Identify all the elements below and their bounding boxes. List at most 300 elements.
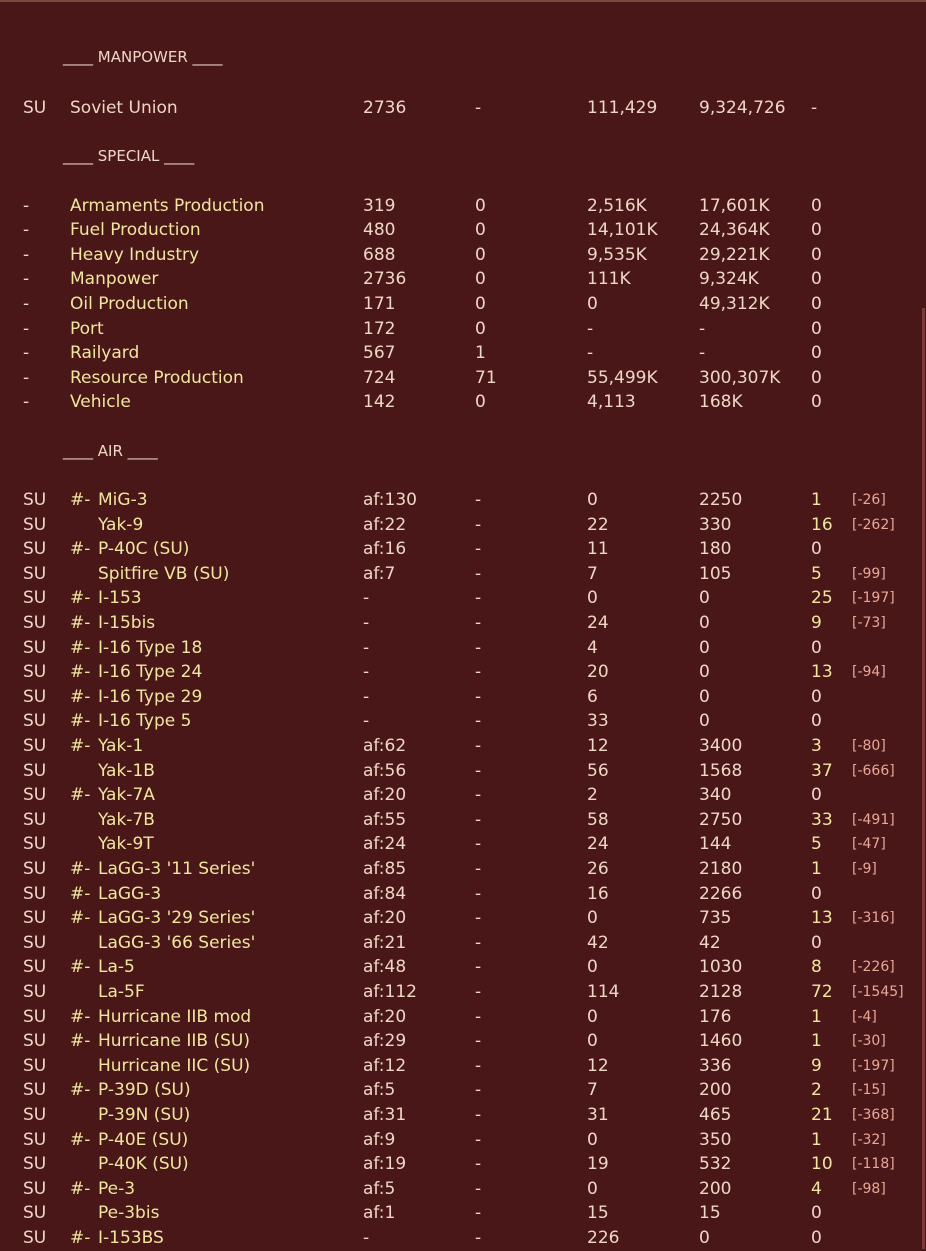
air-unit-row [0, 488, 926, 513]
air-unit-row [0, 808, 926, 833]
col-b: - [475, 760, 482, 781]
aircraft-name: P-39D (SU) [98, 1080, 191, 1101]
row-code: - [23, 367, 30, 388]
aircraft-name: Yak-1 [98, 736, 144, 756]
row-code: SU [23, 1080, 47, 1101]
col-d: 105 [699, 563, 732, 584]
col-b: 71 [475, 367, 497, 388]
section-title: ____ MANPOWER ____ [63, 48, 223, 66]
col-f: [-368] [852, 1107, 895, 1123]
row-code: SU [23, 1203, 47, 1224]
air-unit-row [0, 513, 926, 538]
row-prefix: #- [70, 1129, 91, 1150]
row-prefix: #- [70, 785, 91, 806]
col-d: 1568 [699, 760, 743, 781]
col-d: 17,601K [699, 195, 770, 216]
col-b: - [475, 563, 482, 584]
col-b: 0 [475, 244, 486, 265]
col-b: 0 [475, 293, 486, 314]
air-unit-row [0, 1078, 926, 1103]
col-c: 0 [587, 490, 598, 510]
air-unit-row [0, 931, 926, 956]
col-b: - [475, 1154, 482, 1175]
row-code: SU [23, 1178, 47, 1199]
row-code: - [23, 293, 30, 314]
col-d: - [699, 318, 706, 339]
col-c: 2 [587, 785, 598, 806]
col-b: - [475, 883, 482, 904]
row-prefix: #- [70, 539, 91, 560]
col-a: af:20 [363, 908, 407, 929]
row-code: SU [23, 982, 47, 1002]
col-e: 0 [811, 343, 822, 364]
col-d: 465 [699, 1105, 732, 1125]
col-e: 4 [811, 1178, 822, 1199]
top-border [0, 0, 926, 2]
col-c: 2,516K [587, 195, 647, 216]
special-row [0, 390, 926, 415]
section-title: ____ SPECIAL ____ [63, 146, 195, 165]
row-prefix: #- [70, 1006, 91, 1027]
col-d: 15 [699, 1203, 721, 1224]
col-a: af:22 [363, 514, 407, 535]
col-a: af:84 [363, 883, 407, 904]
col-d: 340 [699, 785, 732, 806]
col-b: - [475, 859, 482, 879]
row-code: SU [23, 957, 47, 978]
col-c: 15 [587, 1203, 609, 1224]
col-f: [-73] [852, 615, 886, 631]
col-a: af:5 [363, 1178, 396, 1199]
aircraft-name: Hurricane IIB mod [98, 1006, 252, 1027]
air-unit-row [0, 906, 926, 931]
col-c: 0 [587, 957, 598, 978]
col-a: af:16 [363, 539, 407, 560]
row-prefix: #- [70, 1178, 91, 1199]
col-c: 114 [587, 982, 620, 1002]
col-e: 8 [811, 957, 822, 978]
aircraft-name: MiG-3 [98, 490, 148, 510]
col-e: 0 [811, 711, 822, 732]
col-e: 0 [811, 195, 822, 216]
col-f: [-197] [852, 590, 895, 607]
col-b: - [475, 1129, 482, 1150]
col-a: - [363, 711, 370, 732]
col-e: 33 [811, 809, 833, 830]
col-e: 0 [811, 367, 822, 388]
col-e: 0 [811, 883, 822, 904]
col-f: [-118] [852, 1156, 895, 1173]
row-code: SU [23, 1006, 47, 1027]
aircraft-name: Pe-3bis [98, 1203, 160, 1224]
special-row [0, 194, 926, 219]
col-b: - [475, 785, 482, 806]
col-d: 0 [699, 613, 710, 633]
col-e: 1 [811, 859, 822, 879]
row-prefix: #- [70, 1228, 91, 1248]
col-e: 0 [811, 1203, 822, 1224]
col-c: 0 [587, 1129, 598, 1150]
aircraft-name: I-153BS [98, 1228, 164, 1248]
row-code: SU [23, 588, 47, 609]
air-unit-row [0, 685, 926, 710]
col-e: 21 [811, 1105, 833, 1125]
col-f: [-30] [852, 1033, 886, 1050]
col-d: 336 [699, 1055, 732, 1076]
row-prefix: #- [70, 613, 91, 633]
col-a: af:24 [363, 834, 407, 855]
col-c: 4 [587, 637, 598, 658]
col-e: 2 [811, 1080, 822, 1101]
col-f: [-47] [852, 836, 886, 853]
col-a: af:9 [363, 1129, 396, 1150]
col-e: 1 [811, 490, 822, 510]
col-c: 111,429 [587, 97, 658, 118]
air-unit-row [0, 955, 926, 980]
col-d: 200 [699, 1178, 732, 1199]
col-a: - [363, 686, 370, 707]
col-a: - [363, 637, 370, 658]
col-d: 350 [699, 1129, 732, 1150]
col-b: - [475, 637, 482, 658]
air-unit-row [0, 882, 926, 907]
row-code: SU [23, 539, 47, 560]
col-c: 55,499K [587, 367, 658, 388]
row-code: SU [23, 883, 47, 904]
col-b: - [475, 613, 482, 633]
aircraft-name: I-16 Type 29 [98, 686, 203, 707]
section-title: ____ AIR ____ [63, 441, 158, 460]
col-f: [-32] [852, 1131, 886, 1148]
col-d: 2750 [699, 809, 743, 830]
col-b: - [475, 834, 482, 855]
col-e: 5 [811, 563, 822, 584]
special-row [0, 267, 926, 292]
col-e: 13 [811, 662, 833, 683]
col-f: [-262] [852, 516, 895, 533]
col-d: 2250 [699, 490, 743, 510]
col-e: 0 [811, 785, 822, 806]
row-prefix: #- [70, 588, 91, 609]
col-c: 58 [587, 809, 609, 830]
row-prefix: #- [70, 736, 91, 756]
col-d: 0 [699, 662, 710, 683]
air-unit-row [0, 660, 926, 685]
air-unit-row [0, 1054, 926, 1079]
row-code: SU [23, 613, 47, 633]
col-b: 0 [475, 392, 486, 413]
col-e: 3 [811, 736, 822, 756]
col-e: 0 [811, 932, 822, 953]
air-unit-row [0, 1103, 926, 1128]
col-b: - [475, 686, 482, 707]
row-prefix: #- [70, 1031, 91, 1052]
aircraft-name: LaGG-3 '29 Series' [98, 908, 256, 929]
col-a: af:1 [363, 1203, 396, 1224]
row-prefix: #- [70, 883, 91, 904]
col-a: 688 [363, 244, 396, 265]
col-c: 6 [587, 686, 598, 707]
target-name: Armaments Production [70, 195, 265, 216]
col-d: 176 [699, 1006, 732, 1027]
row-code: SU [23, 514, 47, 535]
aircraft-name: Hurricane IIB (SU) [98, 1031, 250, 1052]
row-code: SU [23, 1129, 47, 1150]
row-prefix: #- [70, 859, 91, 879]
air-unit-row [0, 1128, 926, 1153]
col-f: [-666] [852, 762, 895, 779]
air-unit-row [0, 783, 926, 808]
col-f: [-15] [852, 1082, 886, 1099]
aircraft-name: LaGG-3 [98, 883, 162, 904]
col-f: [-316] [852, 910, 895, 927]
row-prefix: #- [70, 490, 91, 510]
col-b: 0 [475, 318, 486, 339]
col-e: 13 [811, 908, 833, 929]
row-code: - [23, 343, 30, 364]
col-d: 49,312K [699, 293, 770, 314]
col-a: 2736 [363, 269, 407, 290]
aircraft-name: LaGG-3 '11 Series' [98, 859, 256, 879]
aircraft-name: I-16 Type 18 [98, 637, 203, 658]
col-a: af:56 [363, 760, 407, 781]
row-code: SU [23, 760, 47, 781]
col-b: - [475, 97, 482, 118]
col-c: 16 [587, 883, 609, 904]
col-c: 19 [587, 1154, 609, 1175]
row-code: SU [23, 1228, 47, 1248]
col-d: 330 [699, 514, 732, 535]
col-a: af:130 [363, 490, 417, 510]
col-c: 7 [587, 1080, 598, 1101]
air-unit-row [0, 586, 926, 611]
col-e: 1 [811, 1129, 822, 1150]
row-code: SU [23, 859, 47, 879]
col-d: 168K [699, 392, 743, 413]
col-d: 2128 [699, 982, 743, 1002]
col-e: 0 [811, 1228, 822, 1248]
col-f: [-197] [852, 1057, 895, 1074]
col-c: 0 [587, 1178, 598, 1199]
row-code: SU [23, 563, 47, 584]
col-b: 0 [475, 220, 486, 241]
col-b: - [475, 932, 482, 953]
col-c: 31 [587, 1105, 609, 1125]
air-unit-row [0, 537, 926, 562]
air-unit-row [0, 636, 926, 661]
col-f: [-226] [852, 959, 895, 976]
air-unit-row [0, 1029, 926, 1054]
col-b: - [475, 1080, 482, 1101]
special-row [0, 243, 926, 268]
col-e: 0 [811, 269, 822, 290]
col-b: - [475, 908, 482, 929]
air-unit-row [0, 709, 926, 734]
col-e: - [811, 97, 818, 118]
col-a: - [363, 613, 370, 633]
col-b: - [475, 490, 482, 510]
col-e: 25 [811, 588, 833, 609]
target-name: Fuel Production [70, 220, 201, 241]
special-row [0, 341, 926, 366]
col-d: 42 [699, 932, 721, 953]
col-c: 24 [587, 613, 609, 633]
col-a: af:12 [363, 1055, 407, 1076]
col-c: 0 [587, 293, 598, 314]
target-name: Port [70, 318, 104, 339]
target-name: Heavy Industry [70, 244, 200, 265]
col-c: 0 [587, 1031, 598, 1052]
col-d: 180 [699, 539, 732, 560]
aircraft-name: I-15bis [98, 613, 156, 633]
row-code: SU [23, 662, 47, 683]
target-name: Oil Production [70, 293, 189, 314]
special-row [0, 218, 926, 243]
aircraft-name: I-16 Type 24 [98, 662, 203, 683]
col-b: - [475, 539, 482, 560]
col-b: - [475, 662, 482, 683]
col-e: 16 [811, 514, 833, 535]
col-b: 0 [475, 195, 486, 216]
col-b: - [475, 957, 482, 978]
col-f: [-9] [852, 861, 877, 877]
col-e: 10 [811, 1154, 833, 1175]
col-f: [-80] [852, 738, 886, 754]
col-a: af:85 [363, 859, 407, 879]
row-code: SU [23, 490, 47, 510]
col-a: af:62 [363, 736, 407, 756]
air-unit-row [0, 857, 926, 882]
row-prefix: #- [70, 957, 91, 978]
row-code: SU [23, 686, 47, 707]
col-c: 22 [587, 514, 609, 535]
row-code: - [23, 269, 30, 290]
aircraft-name: Yak-7A [98, 785, 155, 806]
aircraft-name: Pe-3 [98, 1178, 136, 1199]
country-name: Soviet Union [70, 97, 178, 118]
row-code: SU [23, 1031, 47, 1052]
col-c: 12 [587, 736, 609, 756]
col-e: 0 [811, 244, 822, 265]
col-a: af:20 [363, 785, 407, 806]
col-a: 2736 [363, 97, 407, 118]
col-f: [-26] [852, 492, 886, 508]
air-unit-row [0, 759, 926, 784]
col-d: - [699, 343, 706, 364]
air-unit-row [0, 1177, 926, 1202]
col-a: af:29 [363, 1031, 407, 1052]
col-e: 9 [811, 613, 822, 633]
col-d: 2180 [699, 859, 743, 879]
col-c: 11 [587, 539, 609, 560]
col-b: - [475, 711, 482, 732]
aircraft-name: Spitfire VB (SU) [98, 563, 230, 584]
aircraft-name: P-39N (SU) [98, 1105, 191, 1125]
aircraft-name: P-40C (SU) [98, 539, 190, 560]
col-c: 24 [587, 834, 609, 855]
col-a: 480 [363, 220, 396, 241]
col-e: 0 [811, 293, 822, 314]
col-e: 1 [811, 1031, 822, 1052]
air-unit-row [0, 1152, 926, 1177]
col-c: 56 [587, 760, 609, 781]
col-b: - [475, 736, 482, 756]
row-code: SU [23, 637, 47, 658]
col-b: 0 [475, 269, 486, 290]
col-d: 24,364K [699, 220, 770, 241]
col-e: 0 [811, 539, 822, 560]
aircraft-name: P-40E (SU) [98, 1129, 189, 1150]
manpower-row [0, 96, 926, 121]
target-name: Railyard [70, 343, 140, 364]
aircraft-name: La-5F [98, 982, 145, 1002]
col-c: 4,113 [587, 392, 636, 413]
row-code: SU [23, 785, 47, 806]
col-c: 9,535K [587, 244, 647, 265]
col-b: - [475, 1105, 482, 1125]
row-code: SU [23, 736, 47, 756]
aircraft-name: La-5 [98, 957, 135, 978]
air-unit-row [0, 734, 926, 759]
row-code: - [23, 318, 30, 339]
col-d: 9,324K [699, 269, 759, 290]
row-code: - [23, 392, 30, 413]
col-d: 200 [699, 1080, 732, 1101]
row-code: - [23, 195, 30, 216]
col-a: 171 [363, 293, 396, 314]
col-c: 0 [587, 908, 598, 929]
col-c: - [587, 343, 594, 364]
row-code: SU [23, 1105, 47, 1125]
col-a: af:55 [363, 809, 407, 830]
col-b: - [475, 1031, 482, 1052]
col-b: - [475, 1228, 482, 1248]
col-e: 72 [811, 982, 833, 1002]
target-name: Resource Production [70, 367, 244, 388]
row-code: SU [23, 932, 47, 953]
col-a: 567 [363, 343, 396, 364]
aircraft-name: Yak-7B [98, 809, 155, 830]
col-d: 0 [699, 637, 710, 658]
col-d: 532 [699, 1154, 732, 1175]
section-header-special [0, 144, 926, 169]
col-e: 0 [811, 220, 822, 241]
col-e: 1 [811, 1006, 822, 1027]
row-code: - [23, 244, 30, 265]
row-prefix: #- [70, 686, 91, 707]
col-b: - [475, 982, 482, 1002]
col-a: af:5 [363, 1080, 396, 1101]
col-d: 0 [699, 588, 710, 609]
col-a: af:19 [363, 1154, 407, 1175]
air-unit-row [0, 980, 926, 1005]
col-a: 724 [363, 367, 396, 388]
air-unit-row [0, 611, 926, 636]
air-unit-row [0, 1226, 926, 1251]
col-a: af:21 [363, 932, 407, 953]
col-e: 0 [811, 392, 822, 413]
col-b: 1 [475, 343, 486, 364]
col-d: 2266 [699, 883, 743, 904]
section-header-air [0, 439, 926, 464]
col-c: - [587, 318, 594, 339]
col-b: - [475, 1055, 482, 1076]
aircraft-name: I-153 [98, 588, 142, 609]
row-prefix: #- [70, 637, 91, 658]
country-code: SU [23, 97, 47, 118]
target-name: Manpower [70, 269, 159, 290]
col-f: [-94] [852, 664, 886, 681]
